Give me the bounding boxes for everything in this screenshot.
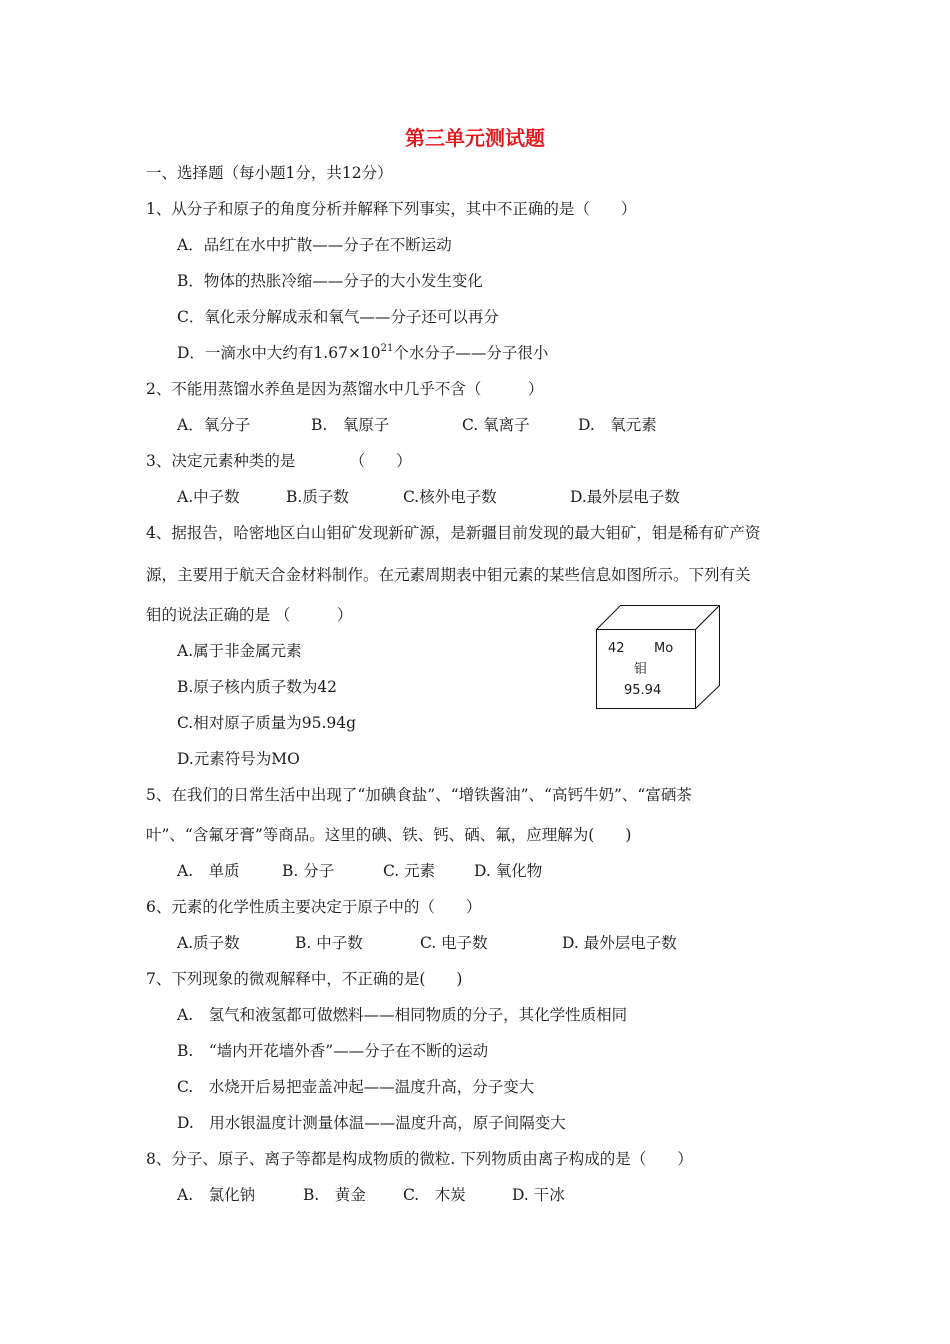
question-3-option-c: C.核外电子数	[403, 488, 497, 506]
question-7-stem: 7、下列现象的微观解释中，不正确的是( )	[146, 970, 463, 988]
question-5-option-c: C. 元素	[383, 862, 436, 880]
question-5-option-b: B. 分子	[282, 862, 335, 880]
question-8-option-c: C. 木炭	[403, 1186, 466, 1204]
question-1-option-d	[177, 342, 548, 364]
question-4-option-b: B.原子核内质子数为42	[177, 678, 338, 696]
question-1-option-d-text: D．一滴水中大约有1.67×10	[177, 344, 381, 362]
question-1-option-c: C．氧化汞分解成汞和氧气——分子还可以再分	[177, 308, 499, 326]
question-2-option-a: A．氧分子	[177, 416, 251, 434]
question-7-option-c: C. 水烧开后易把壶盖冲起——温度升高，分子变大	[177, 1078, 535, 1096]
question-1-option-a: A．品红在水中扩散——分子在不断运动	[177, 236, 452, 254]
question-4-stem-line-2: 源，主要用于航天合金材料制作。在元素周期表中钼元素的某些信息如图所示。下列有关	[146, 566, 751, 584]
section-heading: 一、选择题（每小题1分，共12分）	[146, 164, 393, 182]
question-6-option-c: C. 电子数	[420, 934, 488, 952]
question-7-option-b: B. “墙内开花墙外香”——分子在不断的运动	[177, 1042, 489, 1060]
question-4-option-c: C.相对原子质量为95.94g	[177, 714, 357, 732]
periodic-table-cell-figure	[596, 605, 720, 709]
question-2-stem: 2、不能用蒸馏水养鱼是因为蒸馏水中几乎不含（ ）	[146, 380, 544, 398]
question-3-stem: 3、决定元素种类的是 （ ）	[146, 452, 412, 470]
element-atomic-mass: 95.94	[624, 683, 662, 698]
question-8-option-b: B. 黄金	[303, 1186, 366, 1204]
question-3-option-a: A.中子数	[177, 488, 240, 506]
question-6-option-a: A.质子数	[177, 934, 240, 952]
question-7-option-a: A. 氢气和液氢都可做燃料——相同物质的分子，其化学性质相同	[177, 1006, 628, 1024]
question-5-stem-line-1: 5、在我们的日常生活中出现了“加碘食盐”、“增铁酱油”、“高钙牛奶”、“富硒茶	[146, 786, 692, 804]
element-name: 钼	[634, 662, 648, 677]
question-1-option-b: B．物体的热胀冷缩——分子的大小发生变化	[177, 272, 483, 290]
question-5-option-a: A. 单质	[177, 862, 240, 880]
question-2-option-d: D. 氧元素	[578, 416, 657, 434]
question-3-option-b: B.质子数	[286, 488, 349, 506]
question-1-stem: 1、从分子和原子的角度分析并解释下列事实，其中不正确的是（ ）	[146, 200, 637, 218]
element-symbol: Mo	[654, 641, 674, 656]
question-8-stem: 8、分子、原子、离子等都是构成物质的微粒. 下列物质由离子构成的是（ ）	[146, 1150, 693, 1168]
question-4-option-d: D.元素符号为MO	[177, 750, 300, 768]
element-atomic-number: 42	[608, 641, 625, 656]
question-5-stem-line-2: 叶”、“含氟牙膏”等商品。这里的碘、铁、钙、硒、氟，应理解为( )	[146, 826, 632, 844]
page-title: 第三单元测试题	[405, 126, 545, 150]
question-3-option-d: D.最外层电子数	[570, 488, 680, 506]
question-4-option-a: A.属于非金属元素	[177, 642, 302, 660]
question-4-stem-line-1: 4、据报告，哈密地区白山钼矿发现新矿源，是新疆目前发现的最大钼矿，钼是稀有矿产资	[146, 524, 761, 542]
question-2-option-c: C. 氧离子	[462, 416, 530, 434]
question-6-option-d: D. 最外层电子数	[562, 934, 677, 952]
question-6-stem: 6、元素的化学性质主要决定于原子中的（ ）	[146, 898, 482, 916]
question-4-stem-line-3: 钼的说法正确的是 （ ）	[146, 606, 353, 624]
question-6-option-b: B. 中子数	[295, 934, 363, 952]
question-7-option-d: D. 用水银温度计测量体温——温度升高，原子间隔变大	[177, 1114, 566, 1132]
question-8-option-a: A. 氯化钠	[177, 1186, 256, 1204]
question-5-option-d: D. 氧化物	[474, 862, 543, 880]
question-8-option-d: D. 干冰	[512, 1186, 565, 1204]
question-2-option-b: B. 氧原子	[311, 416, 390, 434]
question-1-option-d-exponent: 21	[380, 343, 394, 354]
question-1-option-d-text-end: 个水分子——分子很小	[393, 344, 549, 362]
